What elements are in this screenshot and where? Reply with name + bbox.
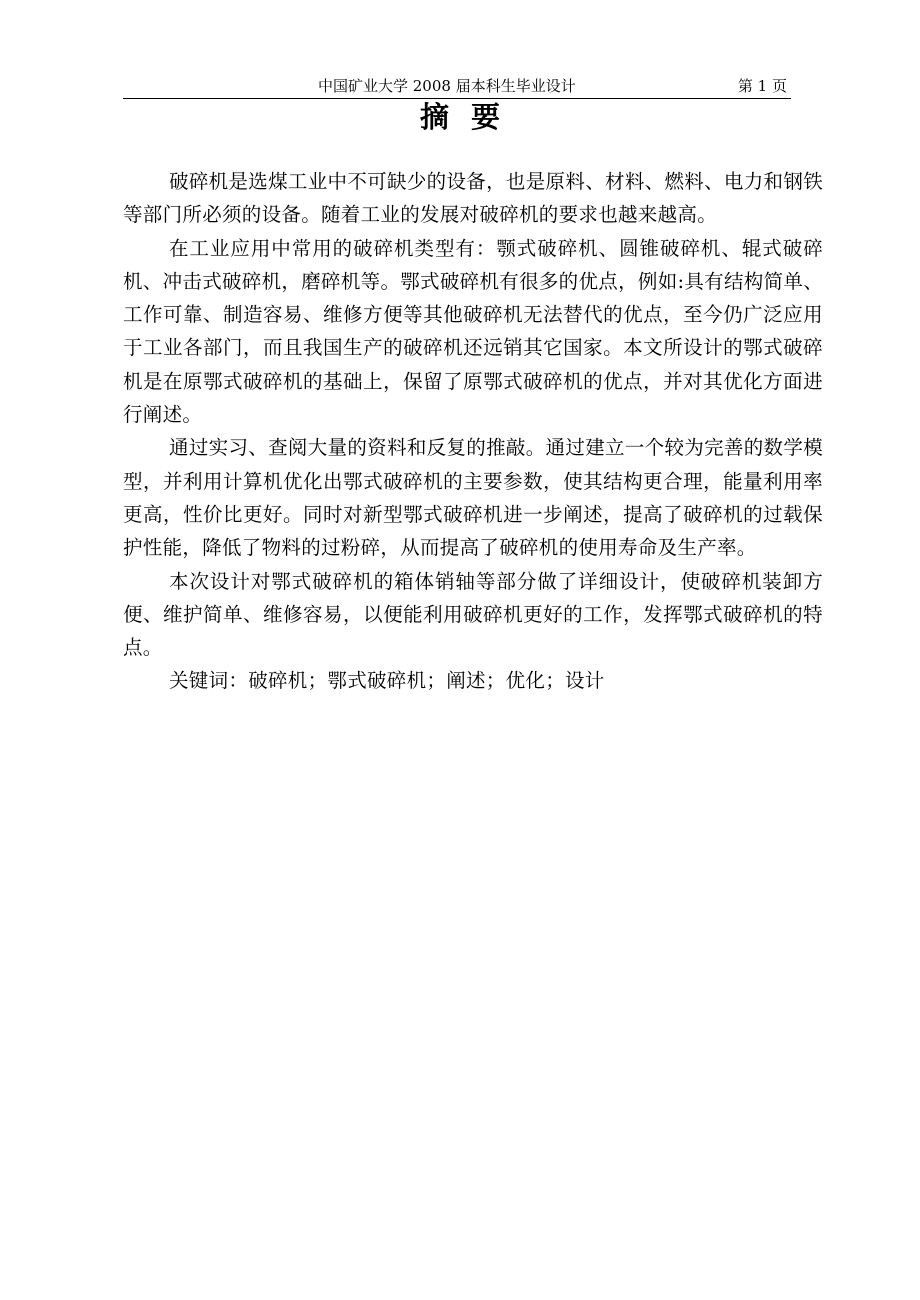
abstract-paragraph-1: 破碎机是选煤工业中不可缺少的设备，也是原料、材料、燃料、电力和钢铁等部门所必须的设备。随着工业的发展对破碎机的要求也越来越高。 bbox=[123, 170, 823, 227]
page-header bbox=[123, 74, 791, 99]
abstract-paragraph-4: 本次设计对鄂式破碎机的箱体销轴等部分做了详细设计，使破碎机装卸方便、维护简单、维修容易，以便能利用破碎机更好的工作，发挥鄂式破碎机的特点。 bbox=[123, 569, 823, 660]
header-page-number: 第 1 页 bbox=[737, 77, 787, 95]
abstract-paragraph-3: 通过实习、查阅大量的资料和反复的推敲。通过建立一个较为完善的数学模型，并利用计算机优化出鄂式破碎机的主要参数，使其结构更合理，能量利用率更高，性价比更好。同时对新型鄂式破碎机进一步阐述，提高了破碎机的过载保护性能，降低了物料的过粉碎，从而提高了破碎机的使用寿命及生产率。 bbox=[123, 436, 823, 560]
keywords-line: 关键词：破碎机；鄂式破碎机；阐述；优化；设计 bbox=[169, 669, 605, 693]
abstract-title: 摘要 bbox=[419, 100, 522, 134]
abstract-body bbox=[123, 165, 823, 698]
header-title: 中国矿业大学 2008 届本科生毕业设计 bbox=[318, 77, 576, 95]
abstract-paragraph-2: 在工业应用中常用的破碎机类型有：颚式破碎机、圆锥破碎机、辊式破碎机、冲击式破碎机，磨碎机等。鄂式破碎机有很多的优点，例如:具有结构简单、工作可靠、制造容易、维修方便等其他破碎机无法替代的优点，至今仍广泛应用于工业各部门，而且我国生产的破碎机还远销其它国家。本文所设计的鄂式破碎机是在原鄂式破碎机的基础上，保留了原鄂式破碎机的优点，并对其优化方面进行阐述。 bbox=[123, 236, 823, 427]
